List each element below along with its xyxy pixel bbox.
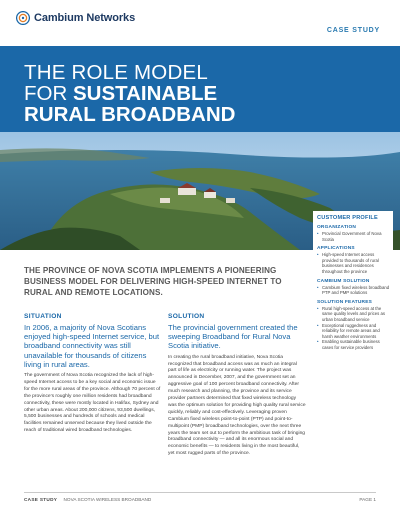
situation-heading: SITUATION — [24, 313, 62, 320]
profile-list-solution — [317, 285, 390, 296]
list-item: • Provincial Government of Nova Scotia — [317, 231, 390, 242]
title-line-3: RURAL BROADBAND — [24, 103, 236, 126]
situation-column — [24, 313, 162, 435]
situation-body: The government of Nova Scotia recognized the lack of high-speed Internet access to be a key social and economic issue for the more rural areas of the province. Although 70 percent of the province's roughly one million residents had broadband connectivity, these were mostly located in Halifax, Sydney and other urban areas. About 200,000 citizens, 93,500 dwellings, 5,500 businesses and hundreds of schools and medical facilities remained unserved because they lived outside the reach of traditional wired broadband technologies. — [24, 373, 161, 434]
customer-profile-panel — [313, 211, 393, 357]
list-item: • Rural high-speed access at the same quality levels and prices as urban broadband service — [317, 306, 390, 323]
title-line-2 — [24, 84, 217, 104]
solution-lede: The provincial government created the sweeping Broadband for Rural Nova Scotia initiative. — [168, 323, 298, 351]
brand-name: Cambium Networks — [34, 12, 136, 24]
solution-heading: SOLUTION — [168, 313, 205, 320]
title-banner — [0, 46, 400, 132]
customer-profile-title: CUSTOMER PROFILE — [317, 215, 378, 221]
solution-body: In creating the rural broadband initiative, Nova Scotia recognized that broadband access was as much an integral part of life as electricity or running water. The project was announced in December, 2007, and the government set an aggressive goal of 100 percent broadband connectivity. After much research and planning, the province and its service provider partners determined that fixed wireless technology was the optimum solution for providing high quality rural service quickly, reliably and cost-effectively. Leveraging proven Cambium fixed wireless point-to-point (PTP) and point-to-multipoint (PMP) broadband technologies, over the next three years the team set out to perform the ambitious task of bringing broadband connectivity — and all its enormous social and economic benefits — to residents living in the most beautiful, yet most rugged parts of the province. — [168, 354, 306, 457]
situation-lede: In 2006, a majority of Nova Scotians enjoyed high-speed Internet service, but broadband connectivity was still unavailable for thousands of citizens living in rural areas. — [24, 323, 160, 369]
profile-list-applications — [317, 252, 390, 274]
list-item: • High-speed Internet access provided to thousands of rural businesses and residences throughout the province — [317, 252, 390, 274]
title-line-2-prefix: FOR — [24, 82, 73, 105]
list-item: • Exceptional ruggedness and reliability for remote areas and harsh weather environments — [317, 323, 390, 340]
page-number: PAGE 1 — [359, 497, 376, 502]
footer-subtitle: NOVA SCOTIA WIRELESS BROADBAND — [63, 497, 152, 502]
page-footer — [24, 492, 376, 502]
cambium-logo-icon — [16, 11, 30, 25]
profile-heading-applications: APPLICATIONS — [317, 246, 355, 252]
document-type-label: CASE STUDY — [326, 27, 380, 34]
footer-label: CASE STUDY — [24, 497, 58, 502]
solution-column — [168, 313, 306, 458]
profile-list-features — [317, 306, 390, 351]
list-item: • Cambium fixed wireless broadband PTP and PMP solutions — [317, 285, 390, 296]
title-line-2-emphasis: SUSTAINABLE — [72, 82, 218, 105]
profile-heading-solution: CAMBIUM SOLUTION — [317, 278, 370, 284]
title-line-1: THE ROLE MODEL — [24, 61, 208, 84]
profile-heading-organization: ORGANIZATION — [317, 225, 357, 230]
list-item: • Enabling sustainable business cases for service providers — [317, 339, 390, 350]
profile-heading-features: SOLUTION FEATURES — [317, 299, 373, 305]
intro-statement: THE PROVINCE OF NOVA SCOTIA IMPLEMENTS A PIONEERING BUSINESS MODEL FOR DELIVERING HIGH-SPEED INTERNET TO RURAL AND REMOTE LOCATIONS. — [24, 266, 282, 297]
page-header — [0, 0, 400, 42]
profile-list-organization — [317, 231, 390, 242]
brand-logo — [16, 11, 135, 25]
